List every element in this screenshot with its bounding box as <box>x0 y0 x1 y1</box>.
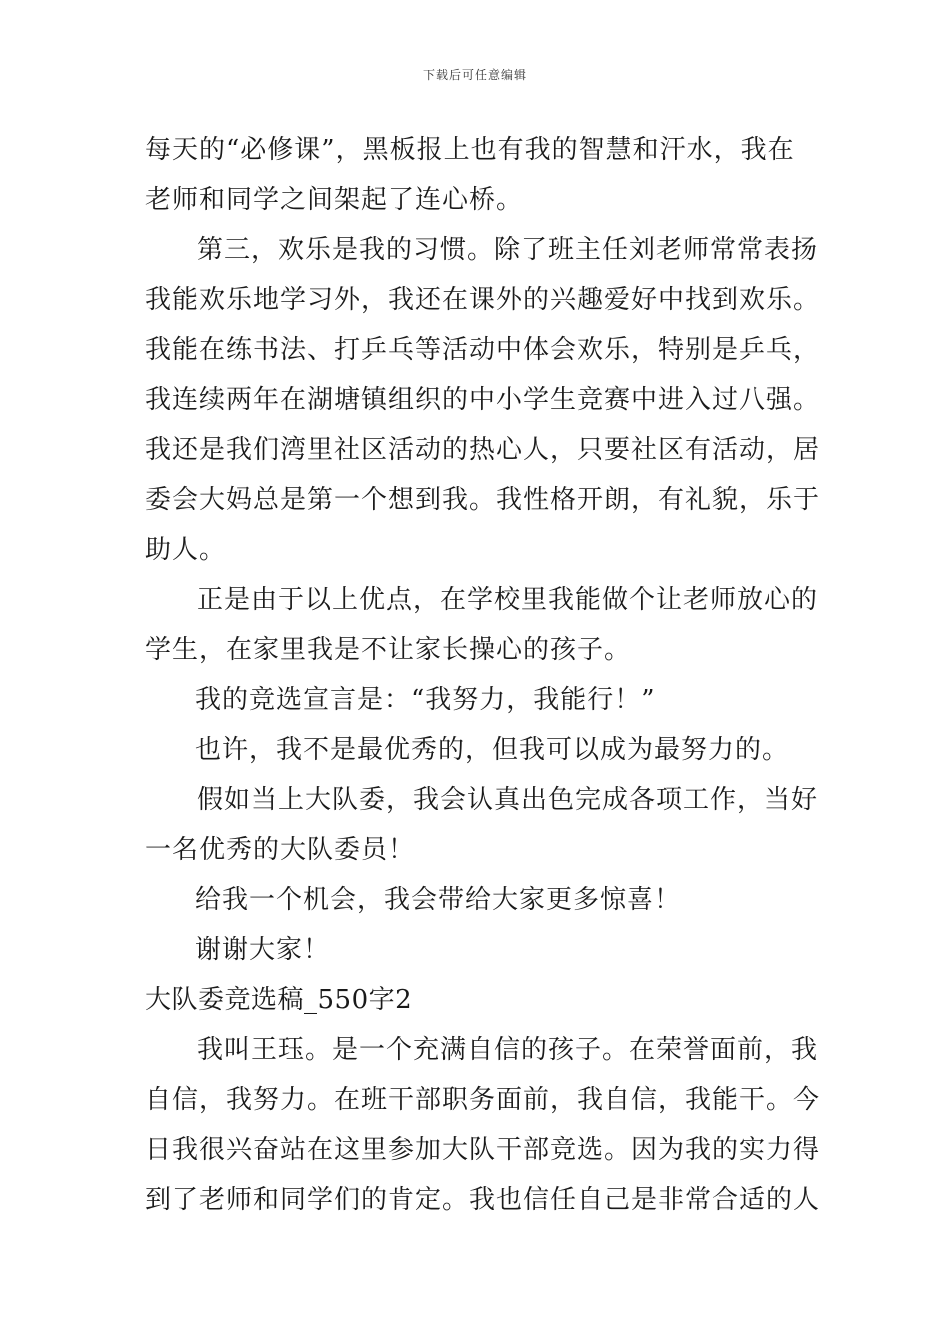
page-header: 下载后可任意编辑 <box>422 68 527 82</box>
paragraph-start: 正是由于以上优点，在学校里我能做个让老师放心的 <box>197 585 819 615</box>
paragraph-start: 也许，我不是最优秀的，但我可以成为最努力的。 <box>195 735 790 765</box>
text-line: 老师和同学之间架起了连心桥。 <box>145 185 524 215</box>
text-line: 日我很兴奋站在这里参加大队干部竞选。因为我的实力得 <box>145 1135 821 1165</box>
text-line: 到了老师和同学们的肯定。我也信任自己是非常合适的人 <box>145 1185 821 1215</box>
paragraph-start: 谢谢大家！ <box>195 935 331 965</box>
text-line: 自信，我努力。在班干部职务面前，我自信，我能干。今 <box>145 1085 821 1115</box>
paragraph-start: 假如当上大队委，我会认真出色完成各项工作，当好 <box>197 785 819 815</box>
text-line: 我能在练书法、打乒乓等活动中体会欢乐，特别是乒乓， <box>145 335 821 365</box>
text-line: 助人。 <box>145 535 227 565</box>
text-line: 一名优秀的大队委员！ <box>145 835 416 865</box>
text-line: 委会大妈总是第一个想到我。我性格开朗，有礼貌，乐于 <box>145 485 821 515</box>
paragraph-start: 给我一个机会，我会带给大家更多惊喜！ <box>195 885 682 915</box>
paragraph-start: 我的竞选宣言是：“我努力，我能行！” <box>195 685 656 715</box>
document-body <box>145 125 821 1225</box>
paragraph-start: 我叫王珏。是一个充满自信的孩子。在荣誉面前，我 <box>197 1035 819 1065</box>
text-line: 我还是我们湾里社区活动的热心人，只要社区有活动，居 <box>145 435 821 465</box>
text-line: 我能欢乐地学习外，我还在课外的兴趣爱好中找到欢乐。 <box>145 285 821 315</box>
text-line: 我连续两年在湖塘镇组织的中小学生竞赛中进入过八强。 <box>145 385 821 415</box>
text-line: 每天的“必修课”，黑板报上也有我的智慧和汗水，我在 <box>145 135 795 165</box>
paragraph-start: 第三，欢乐是我的习惯。除了班主任刘老师常常表扬 <box>197 235 819 265</box>
section-heading: 大队委竞选稿_550字2 <box>145 985 413 1015</box>
text-line: 学生，在家里我是不让家长操心的孩子。 <box>145 635 632 665</box>
